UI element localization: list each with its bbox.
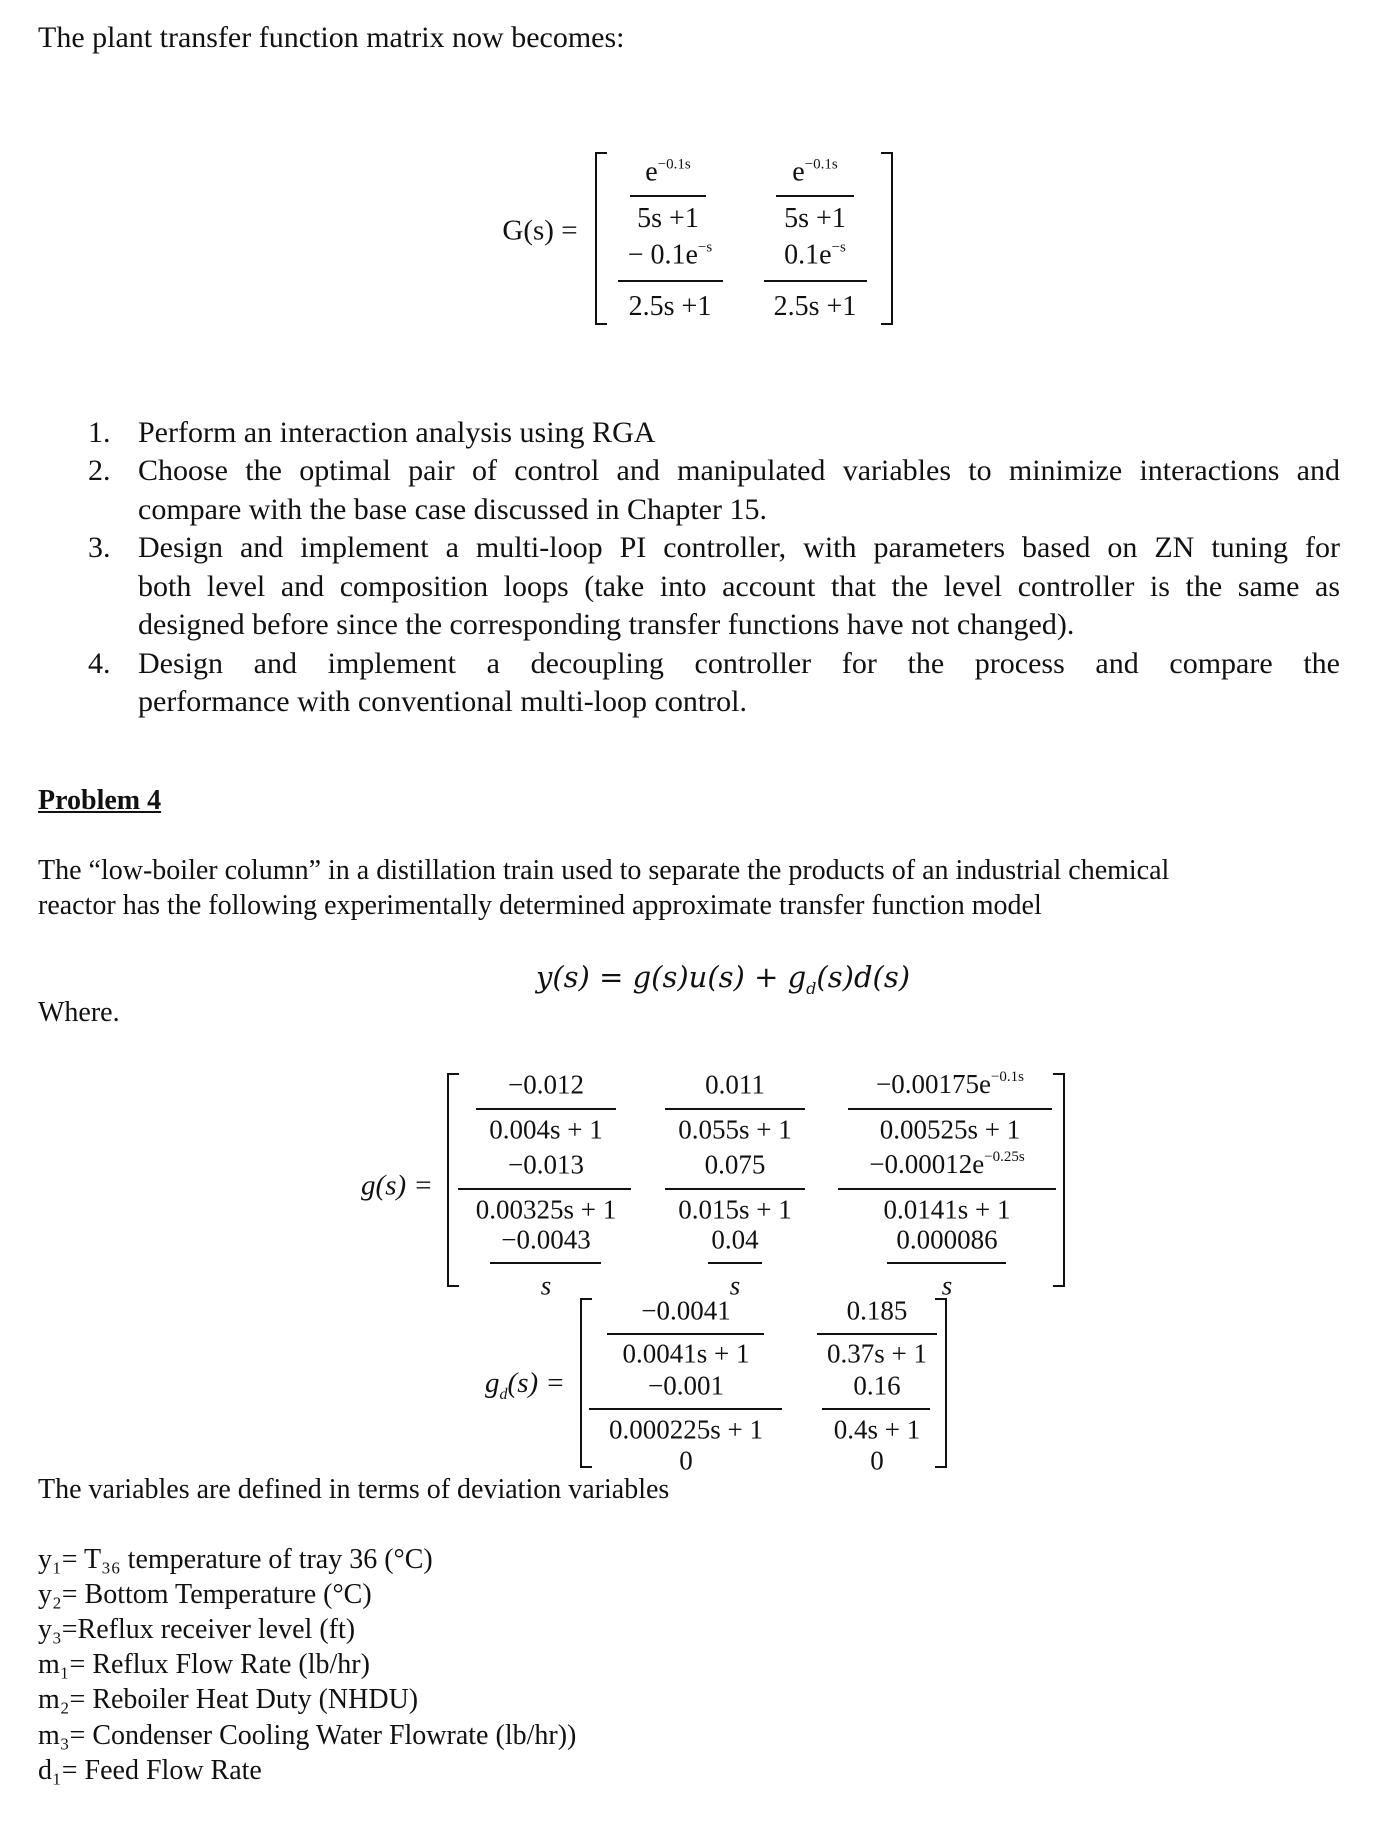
- denominator: s: [540, 1270, 552, 1301]
- fraction-bar: [665, 1108, 805, 1110]
- fraction-bar: [607, 1333, 764, 1335]
- paragraph-line: reactor has the following experimentally determined approximate transfer function model: [38, 890, 1042, 921]
- where-label: Where.: [38, 997, 120, 1028]
- numerator: 0.16: [853, 1370, 901, 1401]
- numerator: $-0.00012e^{-0.25s}$: [869, 1149, 1025, 1179]
- fraction-bar: [848, 1108, 1052, 1110]
- fraction-bar: [708, 1262, 762, 1264]
- denominator: 0.00525s + 1: [879, 1114, 1021, 1145]
- left-bracket: [580, 1298, 592, 1468]
- variable-item: y₂= Bottom Temperature (°C): [38, 1579, 372, 1610]
- fraction-bar: [822, 1408, 930, 1410]
- numerator: 0.075: [704, 1149, 766, 1180]
- variable-item: m₁= Reflux Flow Rate (lb/hr): [38, 1649, 370, 1680]
- fraction-bar: [764, 280, 867, 282]
- denominator: 5s +1: [784, 203, 846, 234]
- denominator: 0.0141s + 1: [883, 1194, 1011, 1225]
- right-bracket: [935, 1298, 947, 1468]
- numerator: −0.0043: [501, 1224, 591, 1255]
- left-bracket: [595, 152, 607, 325]
- numerator: $-0.00175e^{-0.1s}$: [875, 1069, 1025, 1099]
- denominator: 0.055s + 1: [678, 1114, 792, 1145]
- numerator: 0.011: [705, 1069, 765, 1100]
- numerator: −0.001: [648, 1370, 724, 1401]
- problem-heading: Problem 4: [38, 785, 162, 816]
- list-item: performance with conventional multi-loop control.: [138, 685, 747, 718]
- right-bracket: [1053, 1073, 1065, 1287]
- denominator: 0.000225s + 1: [609, 1414, 763, 1445]
- fraction-bar: [665, 1188, 805, 1190]
- matrix-entry: 0: [679, 1445, 693, 1476]
- list-number: 1.: [88, 416, 111, 449]
- numerator: −0.012: [508, 1069, 584, 1100]
- fraction-bar: [817, 1333, 937, 1335]
- fraction-bar: [838, 1188, 1056, 1190]
- denominator: s: [729, 1270, 741, 1301]
- fraction-bar: [887, 1262, 1006, 1264]
- g-label: g(s) =: [361, 1169, 433, 1202]
- fraction-bar: [476, 1108, 616, 1110]
- denominator: 2.5s +1: [628, 291, 712, 322]
- list-item: both level and composition loops (take into account that the level controller is the same as: [138, 570, 1340, 603]
- intro-text: The plant transfer function matrix now becomes:: [38, 21, 625, 54]
- list-item: compare with the base case discussed in Chapter 15.: [138, 493, 767, 526]
- denominator: 0.004s + 1: [489, 1114, 603, 1145]
- denominator: 0.00325s + 1: [475, 1194, 617, 1225]
- fraction-bar: [458, 1188, 631, 1190]
- list-item: designed before since the corresponding transfer functions have not changed).: [138, 608, 1075, 641]
- numerator: 0.000086: [896, 1224, 998, 1255]
- matrix-entry: 0: [870, 1445, 884, 1476]
- fraction-bar: [618, 280, 723, 282]
- variable-item: m₂= Reboiler Heat Duty (NHDU): [38, 1684, 419, 1715]
- list-item: Choose the optimal pair of control and manipulated variables to minimize interactions and: [138, 454, 1340, 487]
- denominator: 2.5s +1: [773, 291, 857, 322]
- gd-label: $g_d(s)$ =: [485, 1367, 565, 1403]
- denominator: 0.37s + 1: [827, 1338, 927, 1369]
- variable-item: m₃= Condenser Cooling Water Flowrate (lb/hr)): [38, 1720, 577, 1751]
- list-number: 3.: [88, 531, 111, 564]
- numerator: 0.04: [711, 1224, 759, 1255]
- list-item: Perform an interaction analysis using RGA: [138, 416, 656, 449]
- denominator: 5s +1: [637, 203, 699, 234]
- variable-item: d₁= Feed Flow Rate: [38, 1755, 262, 1786]
- model-equation: $y(s) = g(s)u(s) + g_d(s)d(s)$: [535, 960, 911, 998]
- list-item: Design and implement a decoupling controller for the process and compare the: [138, 647, 1340, 680]
- fraction-bar: [776, 195, 854, 197]
- fraction-bar: [589, 1408, 782, 1410]
- denominator: 0.015s + 1: [678, 1194, 792, 1225]
- denominator: 0.4s + 1: [833, 1414, 921, 1445]
- variable-item: y₁= T₃₆ temperature of tray 36 (°C): [38, 1544, 433, 1575]
- G-label: G(s) =: [502, 214, 578, 247]
- paragraph-line: The “low-boiler column” in a distillation train used to separate the products of an industrial chemical: [38, 855, 1170, 886]
- numerator: −0.013: [508, 1149, 584, 1180]
- list-item: Design and implement a multi-loop PI controller, with parameters based on ZN tuning for: [138, 531, 1340, 564]
- left-bracket: [447, 1073, 459, 1287]
- deviation-note: The variables are defined in terms of deviation variables: [38, 1474, 670, 1505]
- fraction-bar: [490, 1262, 601, 1264]
- denominator: 0.0041s + 1: [622, 1338, 750, 1369]
- fraction-bar: [630, 195, 706, 197]
- variable-item: y₃=Reflux receiver level (ft): [38, 1614, 356, 1645]
- numerator: 0.185: [846, 1295, 908, 1326]
- numerator: −0.0041: [641, 1295, 731, 1326]
- list-number: 4.: [88, 647, 111, 680]
- denominator: s: [941, 1270, 953, 1301]
- right-bracket: [881, 152, 893, 325]
- list-number: 2.: [88, 454, 111, 487]
